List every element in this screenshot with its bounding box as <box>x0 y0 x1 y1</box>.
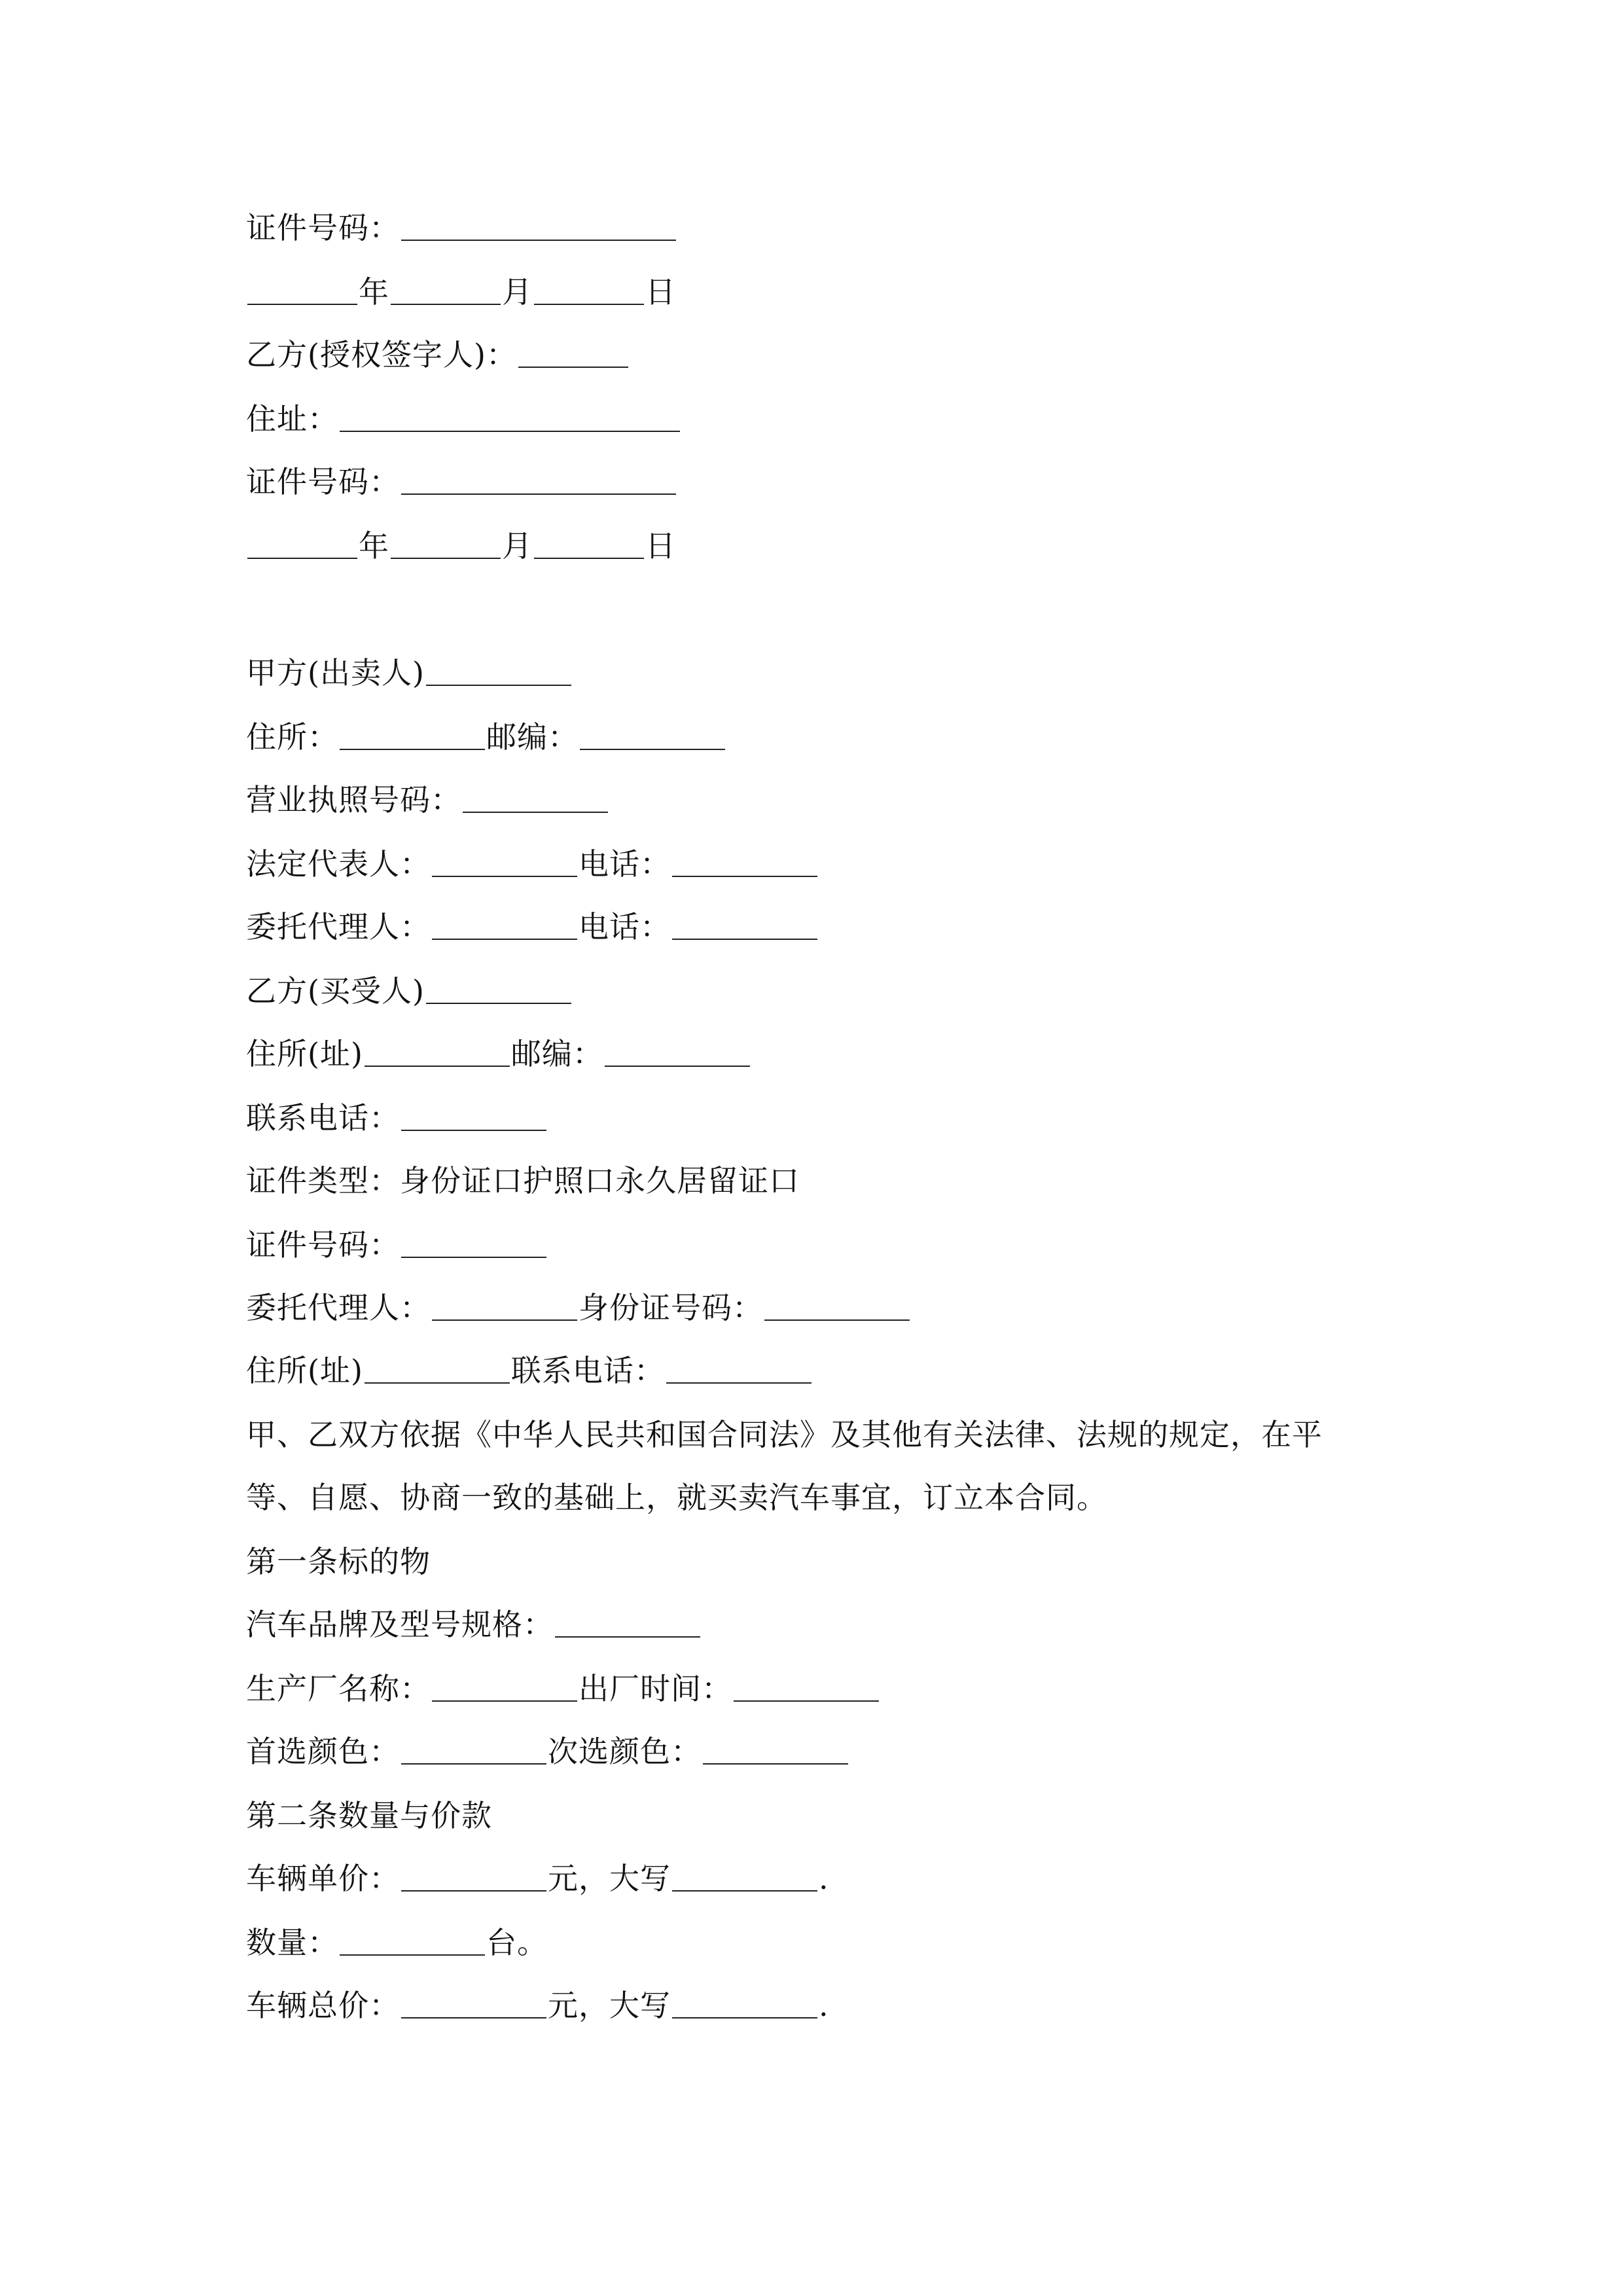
address-label: 住址： <box>246 401 338 437</box>
year-blank[interactable] <box>247 272 357 305</box>
id-number-blank[interactable] <box>401 208 676 241</box>
manufacturer-line <box>246 1661 880 1707</box>
month-label: 月 <box>502 274 533 310</box>
residence-blank[interactable] <box>365 1351 510 1384</box>
article-2-title <box>246 1788 492 1834</box>
color-line <box>246 1724 849 1770</box>
factory-date-label: 出厂时间： <box>579 1671 732 1706</box>
article-title: 第一条标的物 <box>246 1544 431 1579</box>
quantity-blank[interactable] <box>340 1923 485 1956</box>
party-a-label: 甲方(出卖人) <box>246 655 425 691</box>
total-price-blank[interactable] <box>401 1986 546 2018</box>
postcode-blank[interactable] <box>580 717 725 750</box>
address-line <box>246 391 681 437</box>
id-number-line-1 <box>246 200 677 246</box>
residence-label: 住所(址) <box>246 1036 363 1071</box>
party-b-signer-line <box>246 327 630 373</box>
seller-residence-line <box>246 709 726 755</box>
year-label: 年 <box>359 528 389 564</box>
legal-rep-line <box>246 836 819 882</box>
id-number-label: 证件号码： <box>246 210 400 245</box>
article-1-title <box>246 1534 431 1580</box>
id-type-line <box>246 1153 800 1199</box>
party-a-blank[interactable] <box>426 653 571 686</box>
preamble-line-2 <box>246 1470 1107 1516</box>
residence-blank[interactable] <box>340 717 485 750</box>
article-title: 第二条数量与价款 <box>246 1798 492 1833</box>
preamble-line-1 <box>246 1407 1323 1453</box>
agent-id-blank[interactable] <box>764 1288 910 1321</box>
postcode-label: 邮编： <box>510 1036 603 1071</box>
agent-blank[interactable] <box>432 907 577 940</box>
month-blank[interactable] <box>391 272 501 305</box>
postcode-label: 邮编： <box>486 719 579 755</box>
address-blank[interactable] <box>340 399 680 432</box>
first-color-label: 首选颜色： <box>246 1734 400 1769</box>
manufacturer-label: 生产厂名称： <box>246 1671 431 1706</box>
id-number-label: 证件号码： <box>246 464 400 499</box>
buyer-contact-phone-line <box>246 1090 548 1136</box>
residence-label: 住所(址) <box>246 1353 363 1388</box>
total-price-label: 车辆总价： <box>246 1988 400 2023</box>
legal-rep-label: 法定代表人： <box>246 846 431 882</box>
business-license-blank[interactable] <box>463 780 608 813</box>
preamble-text: 等、自愿、协商一致的基础上，就买卖汽车事宜，订立本合同。 <box>246 1480 1107 1515</box>
quantity-label: 数量： <box>246 1925 338 1960</box>
agent-label: 委托代理人： <box>246 1290 431 1325</box>
id-number-line-2 <box>246 454 677 500</box>
agent-blank[interactable] <box>432 1288 577 1321</box>
phone-label: 电话： <box>579 846 671 882</box>
first-color-blank[interactable] <box>401 1732 546 1765</box>
date-line-2 <box>246 518 676 564</box>
period-mark: . <box>819 1861 829 1896</box>
party-b-signer-blank[interactable] <box>518 335 628 368</box>
day-label: 日 <box>645 528 676 564</box>
day-blank[interactable] <box>534 272 644 305</box>
party-b-signer-label: 乙方(授权签字人)： <box>246 337 517 372</box>
capital-amount-blank[interactable] <box>672 1859 817 1892</box>
total-price-line <box>246 1978 829 2024</box>
brand-line <box>246 1597 702 1643</box>
factory-date-blank[interactable] <box>734 1669 879 1702</box>
id-type-options[interactable]: 证件类型：身份证口护照口永久居留证口 <box>246 1163 800 1198</box>
contact-phone-blank[interactable] <box>401 1098 546 1131</box>
party-b-label: 乙方(买受人) <box>246 973 425 1009</box>
id-number-blank[interactable] <box>401 1225 546 1258</box>
year-blank[interactable] <box>247 526 357 559</box>
agent-label: 委托代理人： <box>246 909 431 944</box>
seller-agent-line <box>246 899 819 945</box>
residence-label: 住所： <box>246 719 338 755</box>
phone-blank[interactable] <box>672 907 817 940</box>
brand-blank[interactable] <box>555 1605 700 1638</box>
postcode-blank[interactable] <box>605 1034 750 1067</box>
party-b-buyer-line <box>246 963 573 1009</box>
capital-amount-blank[interactable] <box>672 1986 817 2018</box>
id-number-blank[interactable] <box>401 462 676 495</box>
unit-price-line <box>246 1851 829 1897</box>
date-line-1 <box>246 264 676 310</box>
phone-label: 电话： <box>579 909 671 944</box>
unit-price-label: 车辆单价： <box>246 1861 400 1896</box>
year-label: 年 <box>359 274 389 310</box>
buyer-agent-residence-line <box>246 1343 813 1389</box>
period-mark: . <box>819 1988 829 2023</box>
residence-blank[interactable] <box>365 1034 510 1067</box>
second-color-label: 次选颜色： <box>548 1734 702 1769</box>
month-label: 月 <box>502 528 533 564</box>
party-a-seller-line <box>246 645 573 691</box>
business-license-line <box>246 772 609 818</box>
contact-phone-label: 联系电话： <box>510 1353 665 1388</box>
buyer-residence-line <box>246 1026 751 1072</box>
phone-blank[interactable] <box>672 844 817 877</box>
agent-id-label: 身份证号码： <box>579 1290 763 1325</box>
day-blank[interactable] <box>534 526 644 559</box>
month-blank[interactable] <box>391 526 501 559</box>
unit-price-blank[interactable] <box>401 1859 546 1892</box>
day-label: 日 <box>645 274 676 310</box>
quantity-line <box>246 1915 548 1961</box>
legal-rep-blank[interactable] <box>432 844 577 877</box>
buyer-id-number-line <box>246 1217 548 1263</box>
preamble-text: 甲、乙双方依据《中华人民共和国合同法》及其他有关法律、法规的规定，在平 <box>246 1417 1323 1452</box>
second-color-blank[interactable] <box>703 1732 848 1765</box>
units-label: 台。 <box>486 1925 548 1960</box>
yuan-capital-label: 元，大写 <box>548 1861 671 1896</box>
contact-phone-label: 联系电话： <box>246 1100 400 1136</box>
manufacturer-blank[interactable] <box>432 1669 577 1702</box>
party-b-blank[interactable] <box>426 971 571 1004</box>
brand-label: 汽车品牌及型号规格： <box>246 1607 554 1642</box>
buyer-agent-line <box>246 1280 911 1326</box>
yuan-capital-label: 元，大写 <box>548 1988 671 2023</box>
contact-phone-blank[interactable] <box>666 1351 812 1384</box>
business-license-label: 营业执照号码： <box>246 782 461 817</box>
id-number-label: 证件号码： <box>246 1227 400 1263</box>
